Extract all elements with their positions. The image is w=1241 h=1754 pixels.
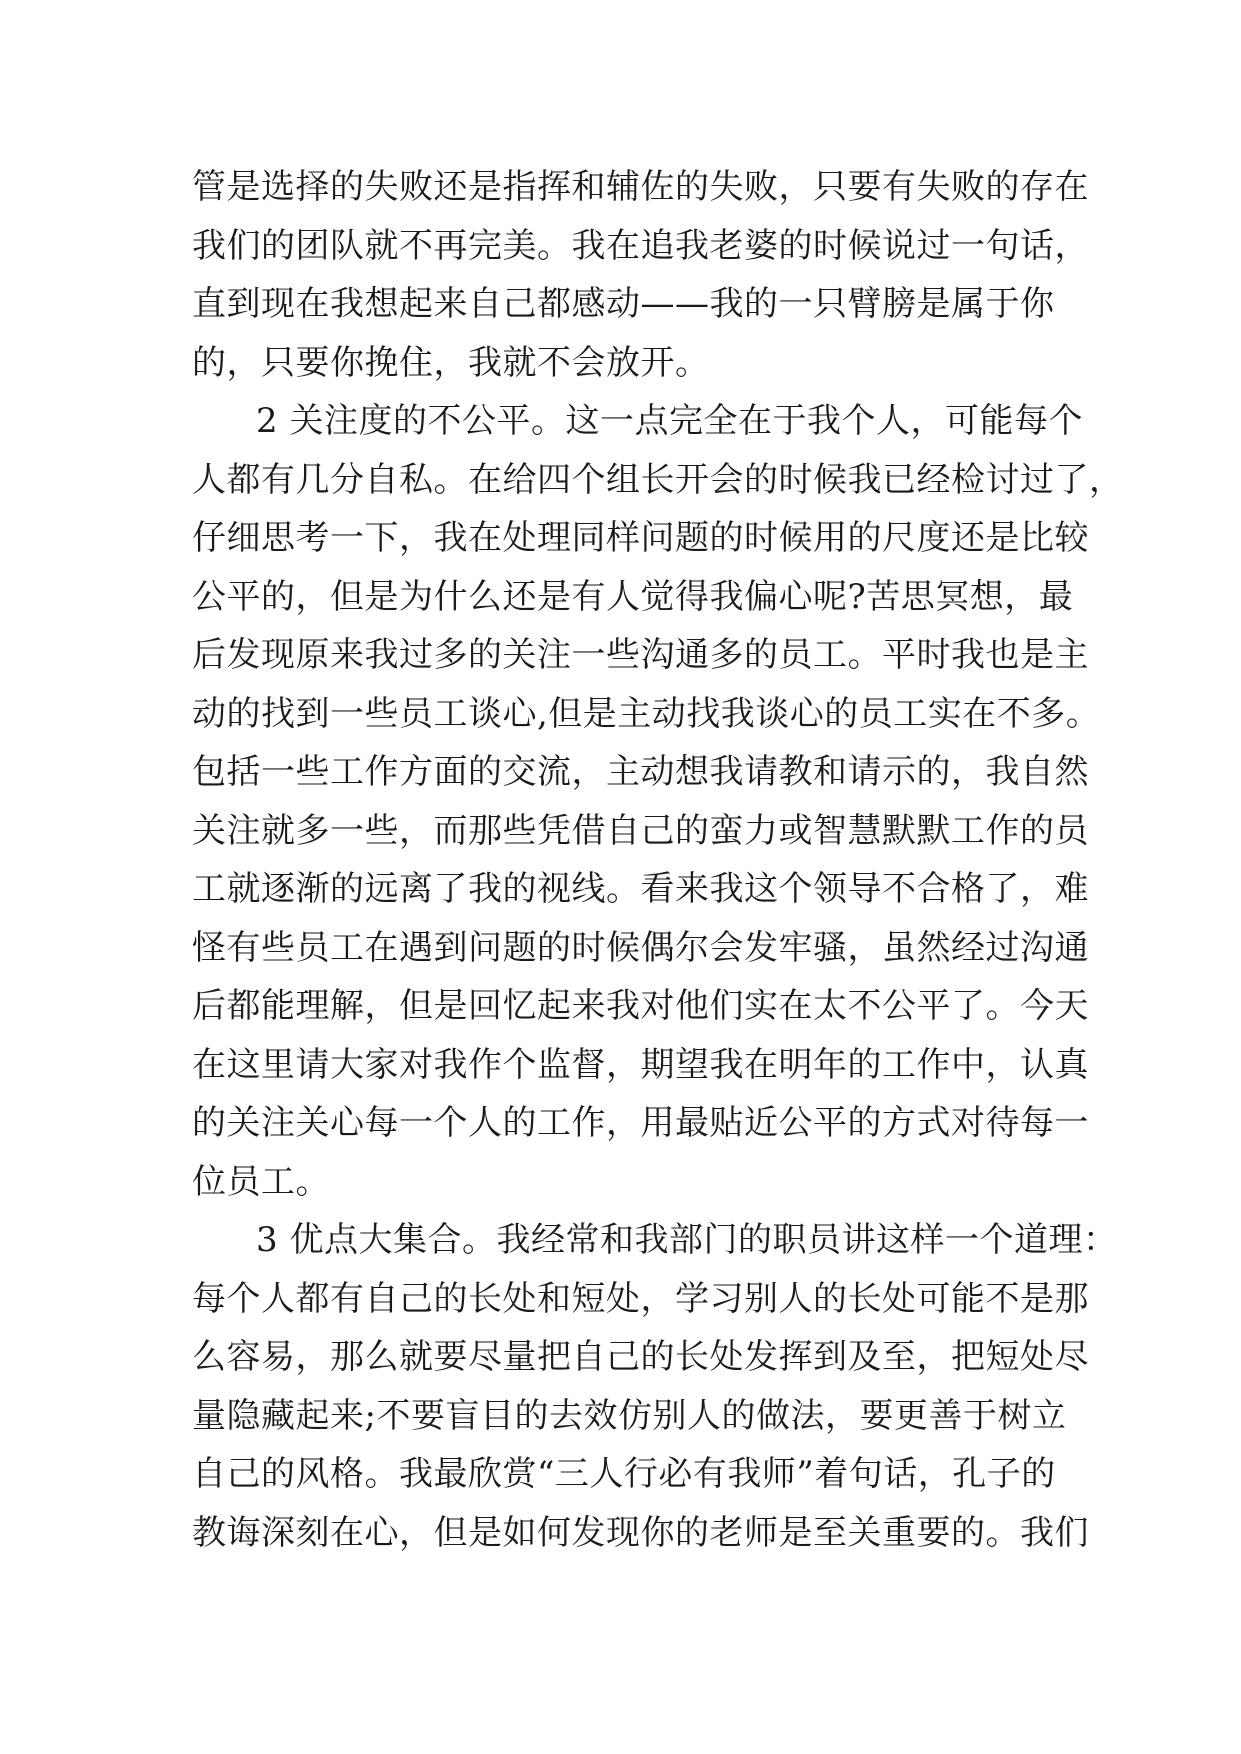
paragraph-1 [192,158,1089,392]
text-line: 怪有些员工在遇到问题的时候偶尔会发牢骚，虽然经过沟通 [192,927,1089,968]
text-line: 位员工。 [192,1161,330,1202]
text-line: 每个人都有自己的长处和短处，学习别人的长处可能不是那 [192,1278,1089,1319]
text-line: 管是选择的失败还是指挥和辅佐的失败，只要有失败的存在 [192,167,1089,207]
text-line: 动的找到一些员工谈心,但是主动找我谈心的员工实在不多。 [192,693,1101,734]
text-line: 在这里请大家对我作个监督，期望我在明年的工作中，认真 [192,1044,1089,1085]
text-line: 2 关注度的不公平。这一点完全在于我个人，可能每个 [256,401,1083,441]
text-line: 量隐藏起来;不要盲目的去效仿别人的做法，要更善于树立 [192,1395,1067,1436]
text-line: 的，只要你挽住，我就不会放开。 [192,342,710,383]
text-line: 公平的，但是为什么还是有人觉得我偏心呢?苦思冥想，最 [192,576,1074,617]
document-page [192,158,1124,1562]
text-line: 教诲深刻在心，但是如何发现你的老师是至关重要的。我们 [192,1512,1089,1553]
paragraph-2 [192,392,1124,1211]
text-line: 关注就多一些，而那些凭借自己的蛮力或智慧默默工作的员 [192,810,1089,851]
text-line: 么容易，那么就要尽量把自己的长处发挥到及至，把短处尽 [192,1337,1089,1377]
text-line: 包括一些工作方面的交流，主动想我请教和请示的，我自然 [192,752,1089,792]
text-line: 的关注关心每一个人的工作，用最贴近公平的方式对待每一 [192,1103,1089,1143]
text-line: 自己的风格。我最欣赏“三人行必有我师”着句话，孔子的 [192,1454,1056,1494]
text-line: 后都能理解，但是回忆起来我对他们实在太不公平了。今天 [192,986,1089,1026]
paragraph-3 [192,1211,1118,1562]
text-line: 3 优点大集合。我经常和我部门的职员讲这样一个道理： [256,1220,1118,1260]
text-line: 后发现原来我过多的关注一些沟通多的员工。平时我也是主 [192,635,1089,675]
text-line: 我们的团队就不再完美。我在追我老婆的时候说过一句话， [192,225,1089,266]
text-line: 仔细思考一下，我在处理同样问题的时候用的尺度还是比较 [192,518,1089,558]
text-line: 工就逐渐的远离了我的视线。看来我这个领导不合格了，难 [192,869,1089,909]
text-line: 人都有几分自私。在给四个组长开会的时候我已经检讨过了， [192,459,1124,500]
text-line: 直到现在我想起来自己都感动——我的一只臂膀是属于你 [192,284,1055,324]
